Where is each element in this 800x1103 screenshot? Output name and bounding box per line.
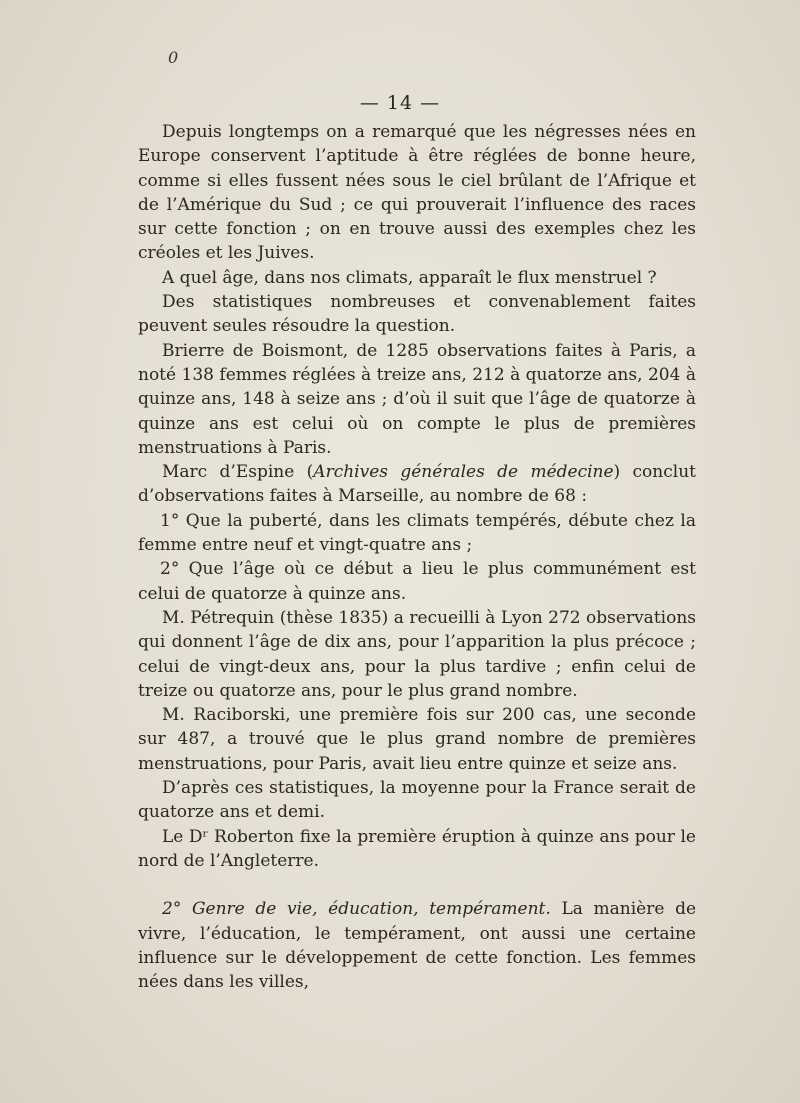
paragraph-petrequin: M. Pétrequin (thèse 1835) a recueilli à Lyon 272 observations qui donnent l’âge de dix ans, pour l’apparition la plus précoce ; celui de vingt-deux ans, pour la plus tardive ; enfin celui de treize ou quatorze ans, pour le plus grand nombre. [138, 607, 696, 701]
paragraph-question-age: A quel âge, dans nos climats, apparaît le flux menstruel ? [162, 267, 657, 288]
section-2-text: La manière de vivre, l’éducation, le tempérament, ont aussi une certaine influence sur le développement de cette fonction. Les femmes nées dans les villes, [138, 899, 697, 993]
paragraph-france-average: D’après ces statistiques, la moyenne pour la France serait de quatorze ans et demi. [138, 778, 696, 823]
marginal-mark: 0 [168, 48, 179, 67]
body-text [138, 120, 696, 994]
section-2-paragraph [138, 897, 696, 994]
espine-text-after: ) conclut d’observations faites à Marseille, au nombre de 68 : [138, 462, 696, 507]
paragraph-espine [138, 460, 696, 509]
paragraph-brierre: Brierre de Boismont, de 1285 observations faites à Paris, a noté 138 femmes réglées à treize ans, 212 à quatorze ans, 204 à quinze ans, 148 à seize ans ; d’où il suit que l’âge de quatorze à quinze ans est celui où on compte le plus de premières menstruations à Paris. [138, 340, 696, 458]
section-2-heading: 2° Genre de vie, éducation, tempérament. [162, 899, 551, 920]
paragraph-raciborski: M. Raciborski, une première fois sur 200 cas, une seconde sur 487, a trouvé que le plus grand nombre de premières menstruations, pour Paris, avait lieu entre quinze et seize ans. [138, 705, 696, 774]
espine-text-before: Marc d’Espine ( [162, 462, 314, 483]
espine-journal-title: Archives générales de médecine [313, 462, 614, 483]
paragraph-roberton: Le Dʳ Roberton fixe la première éruption à quinze ans pour le nord de l’Angleterre. [138, 826, 696, 871]
page-number: — 14 — [359, 92, 441, 114]
paragraph-statistics: Des statistiques nombreuses et convenablement faites peuvent seules résoudre la question. [138, 292, 696, 337]
paragraph-races: Depuis longtemps on a remarqué que les négresses nées en Europe conservent l’aptitude à être réglées de bonne heure, comme si elles fussent nées sous le ciel brûlant de l’Afrique et de l’Amérique du Sud ; ce qui prouverait l’influence des races sur cette fonction ; on en trouve aussi des exemples chez les créoles et les Juives. [138, 122, 696, 264]
conclusion-second: 2° Que l’âge où ce début a lieu le plus communément est celui de quatorze à quinze ans. [138, 559, 696, 604]
conclusion-first: 1° Que la puberté, dans les climats tempérés, débute chez la femme entre neuf et vingt-quatre ans ; [138, 510, 696, 556]
